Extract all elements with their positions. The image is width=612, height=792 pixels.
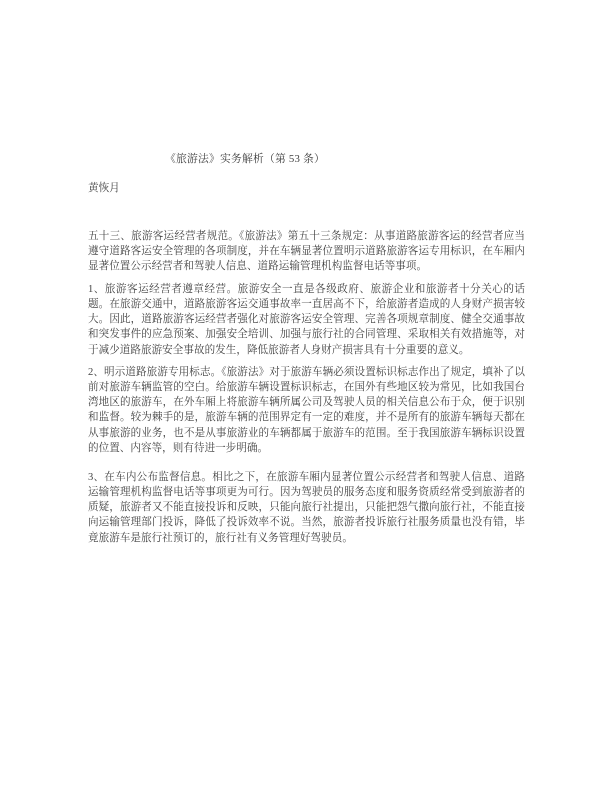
paragraph-point-2: 2、明示道路旅游专用标志。《旅游法》对于旅游车辆必须设置标识标志作出了规定，填补了以前对旅游车辆监管的空白。给旅游车辆设置标识标志，在国外有些地区较为常见，比如我国台湾地区的旅游车，在外车厢上将旅游车辆所属公司及驾驶人员的相关信息公布于众，便于识别和监督。较为棘手的是，旅游车辆的范围界定有一定的难度，并不是所有的旅游车辆每天都在从事旅游的业务，也不是从事旅游业的车辆都属于旅游车的范围。至于我国旅游车辆标识设置的位置、内容等，则有待进一步明确。 (88, 366, 525, 454)
document-title: 《旅游法》实务解析（第 53 条） (165, 153, 325, 165)
paragraph-point-3: 3、在车内公布监督信息。相比之下，在旅游车厢内显著位置公示经营者和驾驶人信息、道路运输管理机构监督电话等事项更为可行。因为驾驶员的服务态度和服务资质经常受到旅游者的质疑，旅游者又不能直接投诉和反映，只能向旅行社提出，只能把怨气撒向旅行社，不能直接向运输管理部门投诉，降低了投诉效率不说。当然，旅游者投诉旅行社服务质量也没有错，毕竟旅游车是旅行社预订的，旅行社有义务管理好驾驶员。 (88, 471, 525, 544)
paragraph-article-53-text: 五十三、旅游客运经营者规范。《旅游法》第五十三条规定：从事道路旅游客运的经营者应当遵守道路客运安全管理的各项制度，并在车辆显著位置明示道路旅游客运专用标识，在车厢内显著位置公示经营者和驾驶人信息、道路运输管理机构监督电话等事项。 (88, 230, 525, 273)
author-name: 黄恢月 (88, 183, 120, 194)
paragraph-point-1: 1、旅游客运经营者遵章经营。旅游安全一直是各级政府、旅游企业和旅游者十分关心的话题。在旅游交通中，道路旅游客运交通事故率一直居高不下，给旅游者造成的人身财产损害较大。因此，道路旅游客运经营者强化对旅游客运安全管理、完善各项规章制度、健全交通事故和突发事件的应急预案、加强安全培训、加强与旅行社的合同管理、采取相关有效措施等，对于减少道路旅游安全事故的发生，降低旅游者人身财产损害具有十分重要的意义。 (88, 283, 525, 356)
